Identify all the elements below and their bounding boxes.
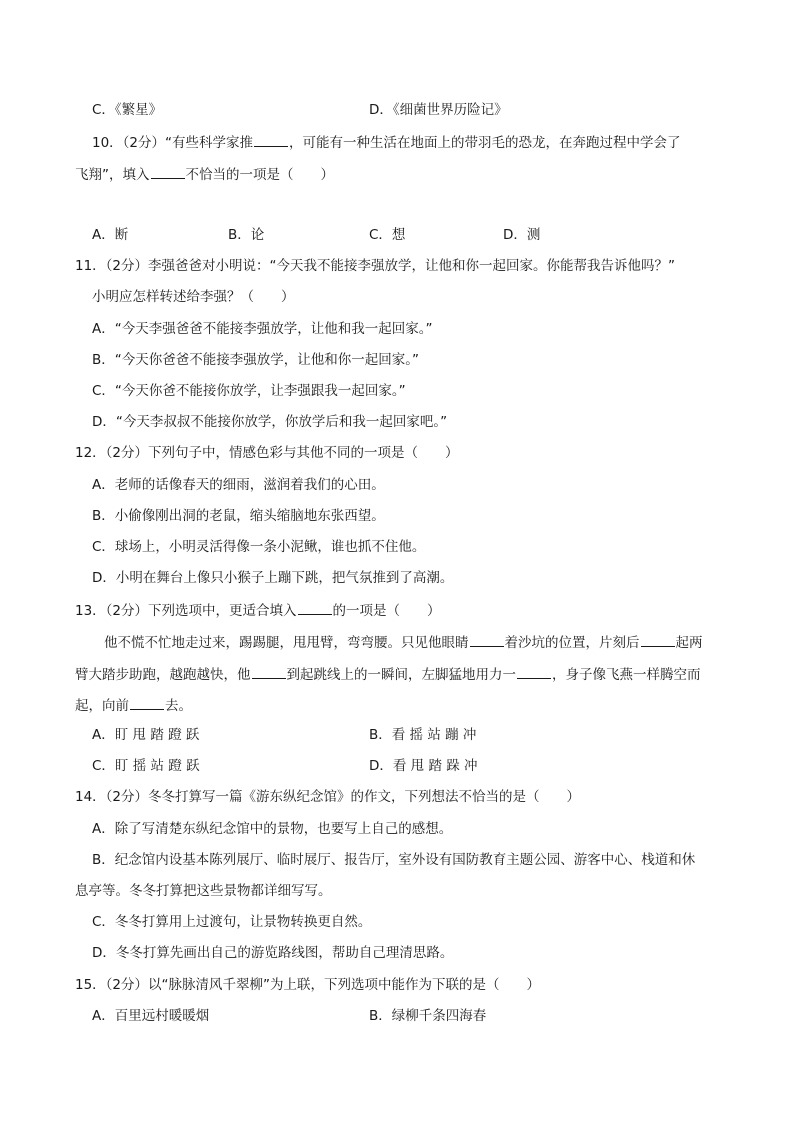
q15-option-a: A．百里远村暖暖烟 (92, 1008, 210, 1024)
q13-text: 他不慌不忙地走过来，踢踢腿，甩甩臂，弯弯腰。只见他眼睛 (104, 635, 469, 651)
q13-text: 13．（2分）下列选项中，更适合填入 (75, 603, 297, 619)
q14-option-d: D．冬冬打算先画出自己的游览路线图，帮助自己理清思路。 (92, 945, 454, 961)
q11-stem-line1: 11．（2分）李强爸爸对小明说：“今天我不能接李强放学，让他和你一起回家。你能帮我告诉他吗？” (75, 258, 676, 274)
q10-stem-line1 (92, 132, 681, 152)
q13-option-c: C．盯 摇 站 蹬 跃 (92, 758, 200, 774)
q13-text: 到起跳线上的一瞬间，左脚猛地用力一 (286, 667, 516, 683)
q13-option-a: A．盯 甩 踏 蹬 跃 (92, 727, 200, 743)
q13-passage-line3 (75, 695, 192, 715)
q10-text: ，可能有一种生活在地面上的带羽毛的恐龙，在奔跑过程中学会了 (289, 135, 681, 151)
q14-option-a: A．除了写清楚东纵纪念馆中的景物，也要写上自己的感想。 (92, 821, 453, 837)
q13-option-b: B．看 摇 站 蹦 冲 (369, 727, 477, 743)
answer-blank (298, 600, 332, 615)
q13-text: 的一项是（ ） (332, 603, 441, 619)
q13-text: 臂大踏步助跑，越跑越快，他 (75, 667, 251, 683)
q10-stem-line2 (75, 164, 334, 184)
answer-blank (254, 132, 288, 147)
q12-option-d: D．小明在舞台上像只小猴子上蹦下跳，把气氛推到了高潮。 (92, 570, 454, 586)
q12-option-a: A．老师的话像春天的细雨，滋润着我们的心田。 (92, 477, 385, 493)
q10-option-b: B．论 (228, 227, 265, 243)
q13-stem (75, 600, 441, 620)
q13-text: 去。 (165, 698, 192, 714)
q13-text: ，身子像飞燕一样腾空而 (552, 667, 701, 683)
q13-text: 起两 (675, 635, 703, 651)
q11-option-c: C．“今天你爸不能接你放学，让李强跟我一起回家。” (92, 383, 406, 399)
q13-text: 起，向前 (75, 698, 129, 714)
q9-option-c: C．《繁星》 (92, 102, 163, 118)
answer-blank (151, 164, 185, 179)
q11-option-a: A．“今天李强爸爸不能接李强放学，让他和我一起回家。” (92, 321, 433, 337)
q15-stem: 15．（2分）以“脉脉清风千翠柳”为上联，下列选项中能作为下联的是（ ） (75, 977, 541, 993)
q14-option-c: C．冬冬打算用上过渡句，让景物转换更自然。 (92, 914, 372, 930)
answer-blank (641, 632, 675, 647)
q9-option-d: D．《细菌世界历险记》 (369, 102, 508, 118)
answer-blank (252, 664, 286, 679)
q11-option-b: B．“今天你爸爸不能接李强放学，让他和你一起回家。” (92, 352, 419, 368)
q10-option-a: A．断 (92, 227, 129, 243)
q12-option-c: C．球场上，小明灵活得像一条小泥鳅，谁也抓不住他。 (92, 539, 426, 555)
q14-stem: 14．（2分）冬冬打算写一篇《游东纵纪念馆》的作文，下列想法不恰当的是（ ） (75, 789, 581, 805)
q13-passage-line2 (75, 664, 701, 684)
q10-text: 飞翔”，填入 (75, 167, 150, 183)
q12-option-b: B．小偷像刚出洞的老鼠，缩头缩脑地东张西望。 (92, 508, 385, 524)
q10-text: 10．（2分）“有些科学家推 (92, 135, 254, 151)
q10-option-c: C．想 (369, 227, 406, 243)
q14-option-b-line2: 息亭等。冬冬打算把这些景物都详细写写。 (75, 883, 332, 899)
q13-option-d: D．看 甩 踏 跺 冲 (369, 758, 478, 774)
q10-text: 不恰当的一项是（ ） (185, 167, 334, 183)
q13-text: 着沙坑的位置，片刻后 (504, 635, 640, 651)
q11-option-d: D．“今天李叔叔不能接你放学，你放学后和我一起回家吧。” (92, 414, 448, 430)
q14-option-b-line1: B．纪念馆内设基本陈列展厅、临时展厅、报告厅，室外设有国防教育主题公园、游客中心、栈道和休 (92, 852, 696, 868)
answer-blank (470, 632, 504, 647)
q12-stem: 12．（2分）下列句子中，情感色彩与其他不同的一项是（ ） (75, 445, 459, 461)
q11-stem-line2: 小明应怎样转述给李强？（ ） (92, 289, 295, 305)
answer-blank (130, 695, 164, 710)
q13-passage-line1 (104, 632, 703, 652)
answer-blank (517, 664, 551, 679)
q15-option-b: B．绿柳千条四海春 (369, 1008, 487, 1024)
q10-option-d: D．测 (503, 227, 541, 243)
